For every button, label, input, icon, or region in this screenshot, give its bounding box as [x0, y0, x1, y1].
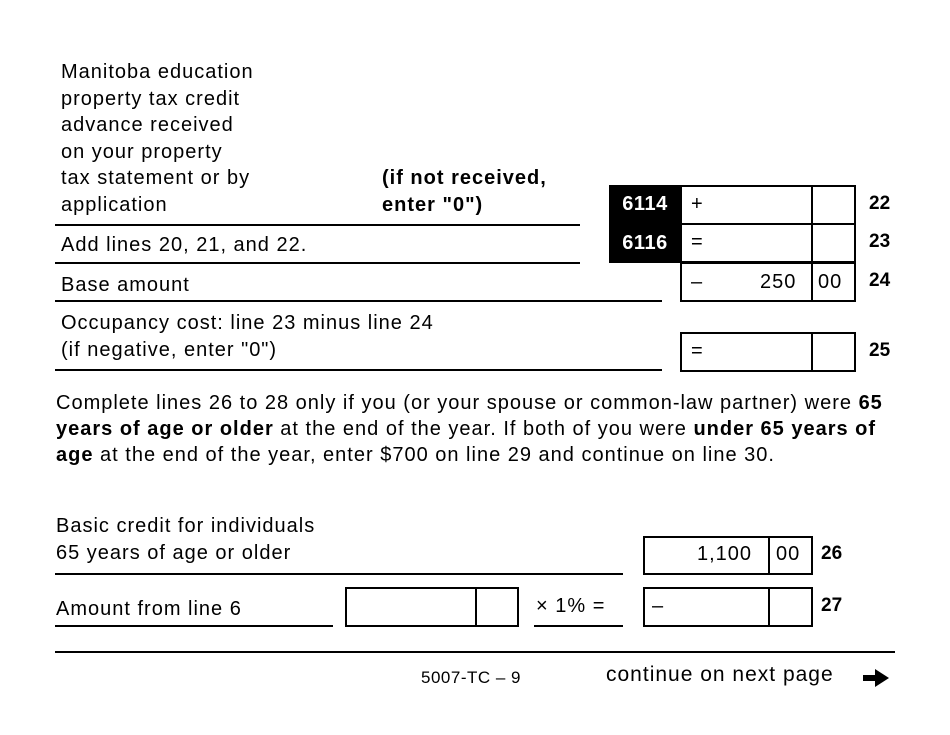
line25-label	[61, 310, 434, 363]
continue-text: continue on next page	[606, 663, 834, 686]
line22-note	[382, 165, 547, 218]
line26-label	[56, 513, 315, 566]
line25-label-line1: Occupancy cost: line 23 minus line 24	[61, 312, 434, 334]
line26-label-line2: 65 years of age or older	[56, 541, 292, 564]
line24-rule	[55, 300, 662, 302]
line22-rule	[55, 224, 580, 226]
line24-label: Base amount	[61, 274, 190, 296]
line23-number: 23	[869, 231, 891, 252]
line22-label-line6: application	[61, 193, 168, 216]
line23-code-6116: 6116	[609, 224, 681, 263]
line22-label	[61, 59, 254, 218]
line26-number: 26	[821, 543, 843, 564]
line26-label-line1: Basic credit for individuals	[56, 515, 316, 537]
line22-label-line4: on your property	[61, 140, 223, 163]
line25-operator: =	[691, 340, 703, 362]
line26-dollars: 1,100	[697, 543, 753, 565]
instructions-part2: at the end of the year. If both of you were	[273, 418, 694, 440]
line27-cents-cell[interactable]	[768, 589, 770, 625]
line24-dollars: 250	[760, 271, 797, 293]
instructions-part1: Complete lines 26 to 28 only if you (or your spouse or common-law partner) were	[56, 392, 859, 414]
line22-number: 22	[869, 193, 891, 214]
line25-number: 25	[869, 340, 891, 361]
line26-rule	[55, 573, 623, 575]
line26-cents-cell	[768, 538, 770, 573]
line25-amount-field[interactable]	[680, 332, 856, 372]
line22-amount-field[interactable]	[680, 185, 856, 225]
line27-amount-field[interactable]	[643, 587, 813, 627]
line27-rule	[55, 625, 333, 627]
line23-rule	[55, 262, 580, 264]
line27-multiplier-rule	[534, 625, 623, 627]
footer-rule	[55, 651, 895, 653]
line25-cents-cell[interactable]	[811, 334, 813, 370]
line22-note-line1: (if not received,	[382, 167, 547, 189]
line27-number: 27	[821, 595, 843, 616]
line22-note-line2: enter "0")	[382, 193, 484, 216]
line24-cents: 00	[818, 271, 843, 293]
line22-label-line5: tax statement or by	[61, 167, 251, 189]
instructions-part3: at the end of the year, enter $700 on line 29 and continue on line 30.	[93, 444, 775, 466]
line22-label-line1: Manitoba education	[61, 61, 254, 83]
line22-code-6114: 6114	[609, 185, 681, 224]
line23-label: Add lines 20, 21, and 22.	[61, 234, 308, 256]
line23-amount-field[interactable]	[680, 223, 856, 263]
line27-multiplier: × 1% =	[536, 595, 606, 617]
line22-cents-cell[interactable]	[811, 187, 813, 223]
line23-operator: =	[691, 231, 703, 253]
line24-cents-cell	[811, 264, 813, 300]
line6-amount-field[interactable]	[345, 587, 519, 627]
line22-label-line2: property tax credit	[61, 87, 241, 110]
line26-cents: 00	[776, 543, 801, 565]
line22-operator: +	[691, 193, 703, 215]
line23-cents-cell[interactable]	[811, 225, 813, 261]
line25-rule	[55, 369, 662, 371]
line27-operator: –	[652, 595, 664, 617]
instructions-bold1: 65 years of age or older	[56, 392, 883, 440]
line25-label-line2: (if negative, enter "0")	[61, 338, 278, 361]
instructions-bold2: under 65 years of age	[56, 418, 877, 466]
line24-operator: –	[691, 271, 703, 293]
line27-label: Amount from line 6	[56, 598, 242, 620]
line6-cents-cell[interactable]	[475, 589, 477, 625]
line22-label-line3: advance received	[61, 114, 234, 136]
instructions-paragraph	[56, 390, 896, 468]
arrow-right-icon	[861, 666, 891, 690]
line24-number: 24	[869, 270, 891, 291]
form-page-id: 5007-TC – 9	[421, 668, 521, 687]
